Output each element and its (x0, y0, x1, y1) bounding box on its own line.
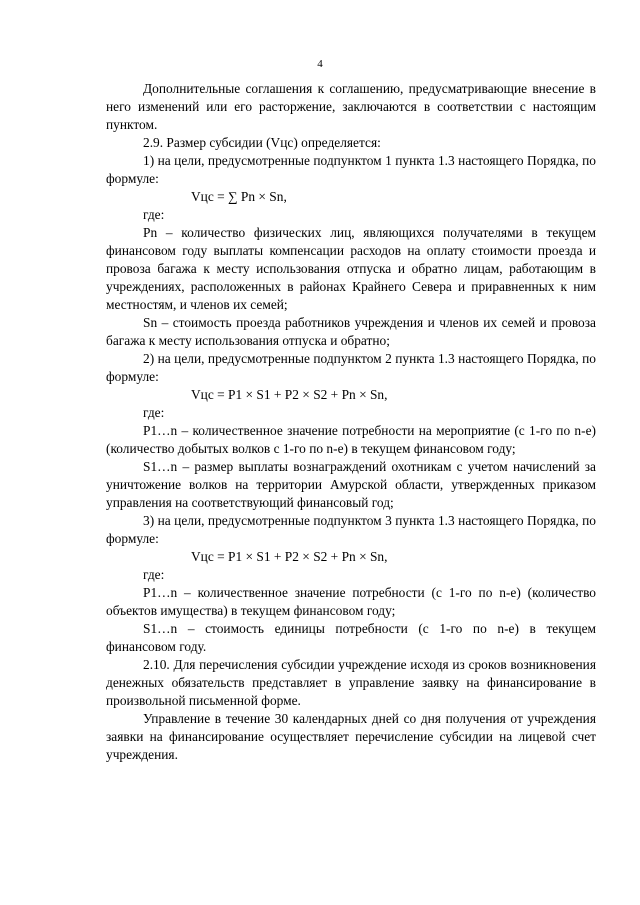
paragraph-purpose-2: 2) на цели, предусмотренные подпунктом 2 пункта 1.3 настоящего Порядка, по формуле: (106, 351, 596, 384)
document-body (106, 80, 596, 764)
definition-sn: Sn – стоимость проезда работников учреждения и членов их семей и провоза багажа к месту использования отпуска и обратно; (106, 315, 596, 348)
formula-2: Vцс = P1 × S1 + P2 × S2 + Pn × Sn, (191, 387, 388, 402)
paragraph-transfer: Управление в течение 30 календарных дней со дня получения от учреждения заявки на финансирование осуществляет перечисление субсидии на лицевой счет учреждения. (106, 711, 596, 762)
formula-3: Vцс = P1 × S1 + P2 × S2 + Pn × Sn, (191, 549, 388, 564)
where-label-1: где: (143, 207, 165, 222)
paragraph-2-9-heading: 2.9. Размер субсидии (Vцс) определяется: (143, 135, 381, 150)
definition-pn: Pn – количество физических лиц, являющихся получателями в текущем финансовом году выплаты компенсации расходов на оплату стоимости проезда и провоза багажа к месту использования отпуска и обратно лицам, работающим в учреждениях, расположенных в районах Крайнего Севера и приравненных к ним местностям, и членов их семей; (106, 225, 596, 312)
definition-s1n-reward: S1…n – размер выплаты вознаграждений охотникам с учетом начислений за уничтожение волков на территории Амурской области, утвержденных приказом управления на соответствующий финансовый год; (106, 459, 596, 510)
paragraph-purpose-3: 3) на цели, предусмотренные подпунктом 3 пункта 1.3 настоящего Порядка, по формуле: (106, 513, 596, 546)
page-number: 4 (317, 58, 323, 70)
paragraph-additional-agreements: Дополнительные соглашения к соглашению, предусматривающие внесение в него изменений или его расторжение, заключаются в соответствии с настоящим пунктом. (106, 81, 596, 132)
definition-s1n-cost: S1…n – стоимость единицы потребности (с 1-го по n-е) в текущем финансовом году. (106, 621, 596, 654)
where-label-2: где: (143, 405, 165, 420)
where-label-3: где: (143, 567, 165, 582)
definition-p1n-property: P1…n – количественное значение потребности (с 1-го по n-е) (количество объектов имущества) в текущем финансовом году; (106, 585, 596, 618)
paragraph-purpose-1: 1) на цели, предусмотренные подпунктом 1 пункта 1.3 настоящего Порядка, по формуле: (106, 153, 596, 186)
paragraph-2-10: 2.10. Для перечисления субсидии учреждение исходя из сроков возникновения денежных обязательств представляет в управление заявку на финансирование в произвольной письменной форме. (106, 657, 596, 708)
definition-p1n-wolves: P1…n – количественное значение потребности на мероприятие (с 1-го по n-е) (количество добытых волков с 1-го по n-е) в текущем финансовом году; (106, 423, 596, 456)
formula-1: Vцс = ∑ Pn × Sn, (191, 189, 287, 204)
